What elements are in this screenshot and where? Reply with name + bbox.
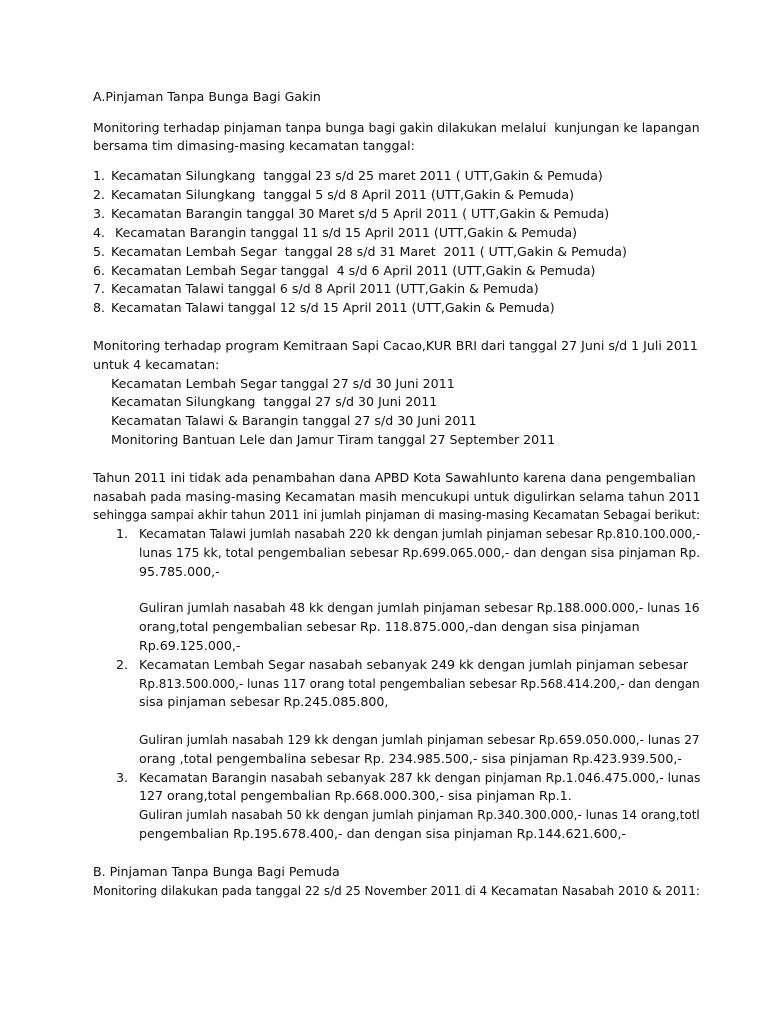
visit-item: Kecamatan Barangin tanggal 30 Maret s/d 5 April 2011 ( UTT,Gakin & Pemuda) xyxy=(111,206,610,221)
kemitraan-item: Kecamatan Silungkang tanggal 27 s/d 30 Juni 2011 xyxy=(111,394,438,409)
tahun-line-1: Tahun 2011 ini tidak ada penambahan dana APBD Kota Sawahlunto karena dana pengembalian xyxy=(93,470,696,485)
kemitraan-item: Kecamatan Lembah Segar tanggal 27 s/d 30 Juni 2011 xyxy=(111,376,455,391)
visit-number: 8. xyxy=(93,300,106,315)
section-b-line: Monitoring dilakukan pada tanggal 22 s/d 25 November 2011 di 4 Kecamatan Nasabah 2010 & 2011: xyxy=(93,883,700,898)
rekap-line: Guliran jumlah nasabah 50 kk dengan jumlah pinjaman Rp.340.300.000,- lunas 14 orang,totl xyxy=(139,807,700,822)
visit-number: 2. xyxy=(93,187,106,202)
kemitraan-item: Monitoring Bantuan Lele dan Jamur Tiram tanggal 27 September 2011 xyxy=(111,432,556,447)
section-a-heading: A.Pinjaman Tanpa Bunga Bagi Gakin xyxy=(93,89,321,104)
visit-item: Kecamatan Silungkang tanggal 5 s/d 8 April 2011 (UTT,Gakin & Pemuda) xyxy=(111,187,575,202)
visit-number: 6. xyxy=(93,263,106,278)
visit-number: 4. xyxy=(93,225,106,240)
rekap-number: 2. xyxy=(116,657,129,672)
rekap-line: Guliran jumlah nasabah 129 kk dengan jumlah pinjaman sebesar Rp.659.050.000,- lunas 27 xyxy=(139,732,700,747)
rekap-line: Guliran jumlah nasabah 48 kk dengan jumlah pinjaman sebesar Rp.188.000.000,- lunas 16 xyxy=(139,600,700,615)
visit-number: 3. xyxy=(93,206,106,221)
intro-line-1: Monitoring terhadap pinjaman tanpa bunga bagi gakin dilakukan melalui kunjungan ke lapangan xyxy=(93,120,700,135)
visit-item: Kecamatan Barangin tanggal 11 s/d 15 April 2011 (UTT,Gakin & Pemuda) xyxy=(111,225,578,240)
visit-number: 5. xyxy=(93,244,106,259)
rekap-line: pengembalian Rp.195.678.400,- dan dengan sisa pinjaman Rp.144.621.600,- xyxy=(139,826,627,841)
tahun-line-3: sehingga sampai akhir tahun 2011 ini jumlah pinjaman di masing-masing Kecamatan Sebagai berikut: xyxy=(93,507,701,522)
rekap-line: orang ,total pengembalina sebesar Rp. 234.985.500,- sisa pinjaman Rp.423.939.500,- xyxy=(139,751,682,766)
rekap-line: Kecamatan Talawi jumlah nasabah 220 kk dengan jumlah pinjaman sebesar Rp.810.100.000,- xyxy=(139,526,701,541)
rekap-line: Kecamatan Barangin nasabah sebanyak 287 kk dengan pinjaman Rp.1.046.475.000,- lunas xyxy=(139,770,701,785)
section-b-heading: B. Pinjaman Tanpa Bunga Bagi Pemuda xyxy=(93,864,340,879)
rekap-number: 3. xyxy=(116,770,129,785)
rekap-line: 95.785.000,- xyxy=(139,564,220,579)
rekap-line: Rp.813.500.000,- lunas 117 orang total pengembalian sebesar Rp.568.414.200,- dan dengan xyxy=(139,676,700,691)
visit-item: Kecamatan Talawi tanggal 6 s/d 8 April 2011 (UTT,Gakin & Pemuda) xyxy=(111,281,539,296)
visit-item: Kecamatan Talawi tanggal 12 s/d 15 April 2011 (UTT,Gakin & Pemuda) xyxy=(111,300,555,315)
visit-item: Kecamatan Silungkang tanggal 23 s/d 25 maret 2011 ( UTT,Gakin & Pemuda) xyxy=(111,168,603,183)
kemitraan-line-1: Monitoring terhadap program Kemitraan Sapi Cacao,KUR BRI dari tanggal 27 Juni s/d 1 Juli 2011 xyxy=(93,338,698,353)
rekap-line: sisa pinjaman sebesar Rp.245.085.800, xyxy=(139,694,389,709)
rekap-line: orang,total pengembalian sebesar Rp. 118.875.000,-dan dengan sisa pinjaman xyxy=(139,619,640,634)
rekap-line: Kecamatan Lembah Segar nasabah sebanyak 249 kk dengan jumlah pinjaman sebesar xyxy=(139,657,689,672)
visit-item: Kecamatan Lembah Segar tanggal 28 s/d 31 Maret 2011 ( UTT,Gakin & Pemuda) xyxy=(111,244,627,259)
visit-number: 7. xyxy=(93,281,106,296)
kemitraan-item: Kecamatan Talawi & Barangin tanggal 27 s/d 30 Juni 2011 xyxy=(111,413,477,428)
rekap-number: 1. xyxy=(116,526,129,541)
rekap-line: Rp.69.125.000,- xyxy=(139,638,241,653)
rekap-line: lunas 175 kk, total pengembalian sebesar Rp.699.065.000,- dan dengan sisa pinjaman Rp. xyxy=(139,545,701,560)
intro-line-2: bersama tim dimasing-masing kecamatan tanggal: xyxy=(93,138,415,153)
kemitraan-line-2: untuk 4 kecamatan: xyxy=(93,357,220,372)
rekap-line: 127 orang,total pengembalian Rp.668.000.300,- sisa pinjaman Rp.1. xyxy=(139,788,572,803)
tahun-line-2: nasabah pada masing-masing Kecamatan masih mencukupi untuk digulirkan selama tahun 2011 xyxy=(93,489,701,504)
visit-item: Kecamatan Lembah Segar tanggal 4 s/d 6 April 2011 (UTT,Gakin & Pemuda) xyxy=(111,263,596,278)
visit-number: 1. xyxy=(93,168,106,183)
